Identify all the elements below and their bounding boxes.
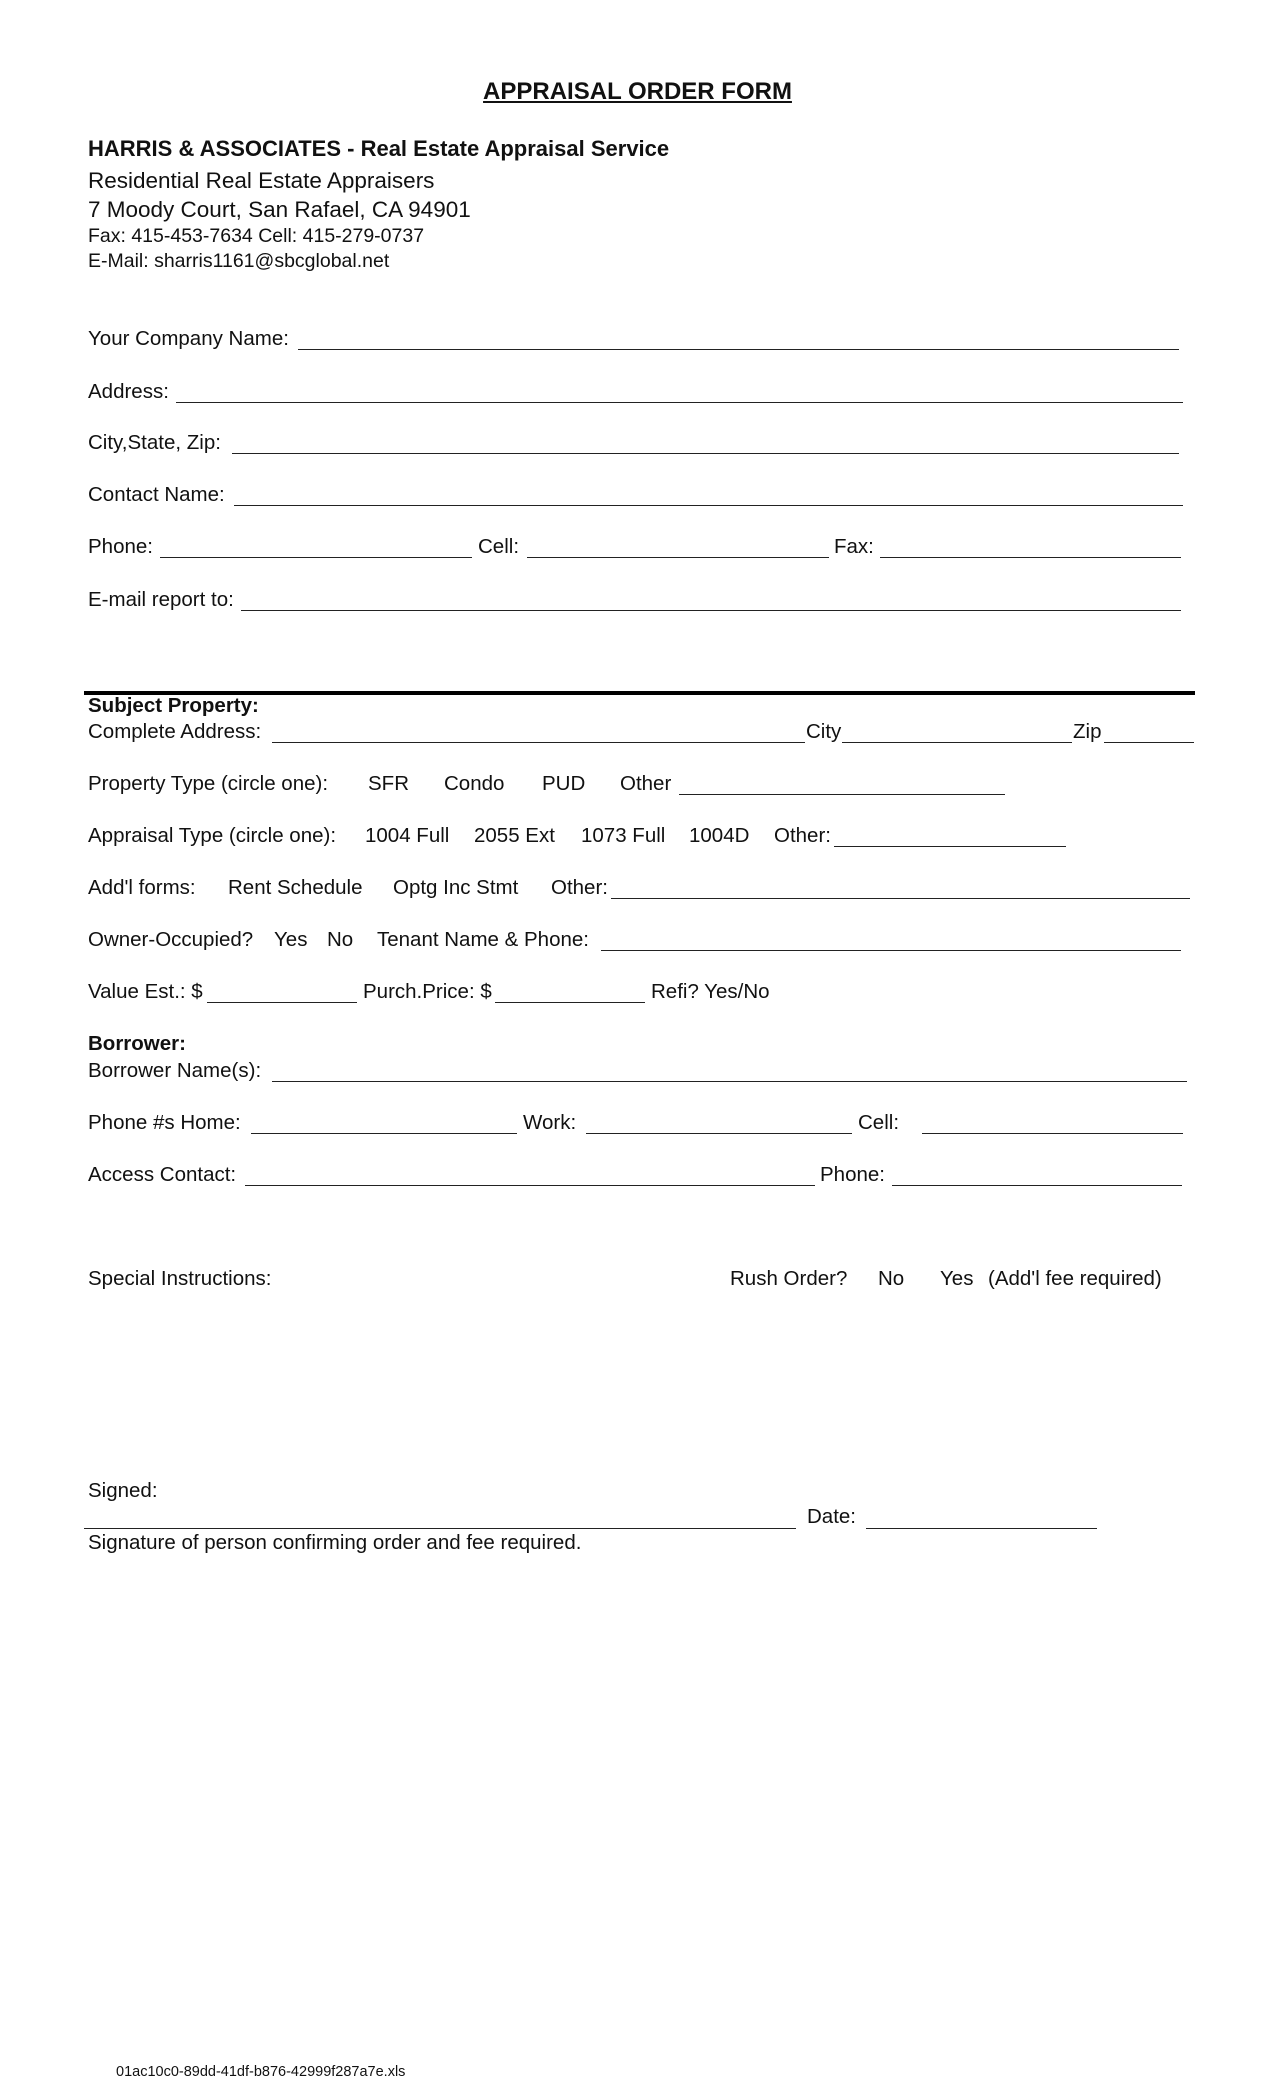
property-type-other-field[interactable] bbox=[679, 794, 1005, 795]
date-label: Date: bbox=[807, 1505, 856, 1528]
phone-field[interactable] bbox=[160, 557, 472, 558]
addl-form-other-field[interactable] bbox=[611, 898, 1190, 899]
property-type-label: Property Type (circle one): bbox=[88, 772, 329, 795]
appraisal-type-1004-full[interactable]: 1004 Full bbox=[365, 824, 450, 847]
phone-home-label: Phone #s Home: bbox=[88, 1111, 241, 1134]
property-type-sfr[interactable]: SFR bbox=[368, 772, 409, 795]
appraisal-type-2055-ext[interactable]: 2055 Ext bbox=[474, 824, 555, 847]
email-report-field[interactable] bbox=[241, 610, 1181, 611]
tenant-label: Tenant Name & Phone: bbox=[377, 928, 589, 951]
company-phones: Fax: 415-453-7634 Cell: 415-279-0737 bbox=[88, 225, 425, 247]
value-est-field[interactable] bbox=[207, 1002, 357, 1003]
special-instructions-label: Special Instructions: bbox=[88, 1267, 272, 1290]
addl-form-rent-schedule[interactable]: Rent Schedule bbox=[228, 876, 363, 899]
property-type-condo[interactable]: Condo bbox=[444, 772, 505, 795]
zip-label: Zip bbox=[1073, 720, 1102, 743]
appraisal-type-1004d[interactable]: 1004D bbox=[689, 824, 750, 847]
email-report-label: E-mail report to: bbox=[88, 588, 234, 611]
cell-field[interactable] bbox=[527, 557, 829, 558]
signature-field[interactable] bbox=[84, 1528, 796, 1529]
contact-name-field[interactable] bbox=[234, 505, 1183, 506]
tenant-field[interactable] bbox=[601, 950, 1181, 951]
address-label: Address: bbox=[88, 380, 169, 403]
address-field[interactable] bbox=[176, 402, 1183, 403]
company-address: 7 Moody Court, San Rafael, CA 94901 bbox=[88, 197, 471, 222]
fax-label: Fax: bbox=[834, 535, 874, 558]
borrower-heading: Borrower: bbox=[88, 1032, 186, 1055]
refi-label[interactable]: Refi? Yes/No bbox=[651, 980, 770, 1003]
purch-price-label: Purch.Price: $ bbox=[363, 980, 492, 1003]
company-email: E-Mail: sharris1161@sbcglobal.net bbox=[88, 250, 390, 272]
rush-fee-note: (Add'l fee required) bbox=[988, 1267, 1162, 1290]
zip-field[interactable] bbox=[1104, 742, 1194, 743]
company-name-field[interactable] bbox=[298, 349, 1179, 350]
owner-occupied-no[interactable]: No bbox=[327, 928, 354, 951]
signed-label: Signed: bbox=[88, 1479, 158, 1502]
addl-form-other[interactable]: Other: bbox=[551, 876, 608, 899]
city-field[interactable] bbox=[842, 742, 1072, 743]
borrower-names-field[interactable] bbox=[272, 1081, 1187, 1082]
footer-filename: 01ac10c0-89dd-41df-b876-42999f287a7e.xls bbox=[116, 2064, 406, 2080]
appraisal-type-1073-full[interactable]: 1073 Full bbox=[581, 824, 666, 847]
subject-property-heading: Subject Property: bbox=[88, 694, 259, 717]
rush-order-yes[interactable]: Yes bbox=[940, 1267, 974, 1290]
appraisal-type-other-field[interactable] bbox=[834, 846, 1066, 847]
company-subtitle: Residential Real Estate Appraisers bbox=[88, 168, 435, 193]
property-type-pud[interactable]: PUD bbox=[542, 772, 586, 795]
signature-caption: Signature of person confirming order and fee required. bbox=[88, 1531, 582, 1554]
borrower-names-label: Borrower Name(s): bbox=[88, 1059, 262, 1082]
city-state-zip-field[interactable] bbox=[232, 453, 1179, 454]
owner-occupied-label: Owner-Occupied? bbox=[88, 928, 254, 951]
city-state-zip-label: City,State, Zip: bbox=[88, 431, 221, 454]
property-type-other[interactable]: Other bbox=[620, 772, 672, 795]
cell-label: Cell: bbox=[478, 535, 520, 558]
city-label: City bbox=[806, 720, 842, 743]
form-title: APPRAISAL ORDER FORM bbox=[483, 78, 792, 105]
phone-home-field[interactable] bbox=[251, 1133, 517, 1134]
rush-order-label: Rush Order? bbox=[730, 1267, 848, 1290]
work-field[interactable] bbox=[586, 1133, 852, 1134]
work-label: Work: bbox=[523, 1111, 577, 1134]
borrower-cell-label: Cell: bbox=[858, 1111, 900, 1134]
purch-price-field[interactable] bbox=[495, 1002, 645, 1003]
company-name-label: Your Company Name: bbox=[88, 327, 289, 350]
contact-name-label: Contact Name: bbox=[88, 483, 225, 506]
appraisal-type-label: Appraisal Type (circle one): bbox=[88, 824, 337, 847]
access-phone-label: Phone: bbox=[820, 1163, 885, 1186]
owner-occupied-yes[interactable]: Yes bbox=[274, 928, 308, 951]
complete-address-field[interactable] bbox=[272, 742, 805, 743]
value-est-label: Value Est.: $ bbox=[88, 980, 203, 1003]
appraisal-type-other[interactable]: Other: bbox=[774, 824, 831, 847]
phone-label: Phone: bbox=[88, 535, 153, 558]
company-name: HARRIS & ASSOCIATES - Real Estate Appraisal Service bbox=[88, 136, 670, 161]
access-contact-label: Access Contact: bbox=[88, 1163, 237, 1186]
date-field[interactable] bbox=[866, 1528, 1097, 1529]
complete-address-label: Complete Address: bbox=[88, 720, 262, 743]
access-phone-field[interactable] bbox=[892, 1185, 1182, 1186]
fax-field[interactable] bbox=[880, 557, 1181, 558]
rush-order-no[interactable]: No bbox=[878, 1267, 905, 1290]
addl-forms-label: Add'l forms: bbox=[88, 876, 196, 899]
access-contact-field[interactable] bbox=[245, 1185, 815, 1186]
addl-form-optg-inc-stmt[interactable]: Optg Inc Stmt bbox=[393, 876, 519, 899]
borrower-cell-field[interactable] bbox=[922, 1133, 1183, 1134]
